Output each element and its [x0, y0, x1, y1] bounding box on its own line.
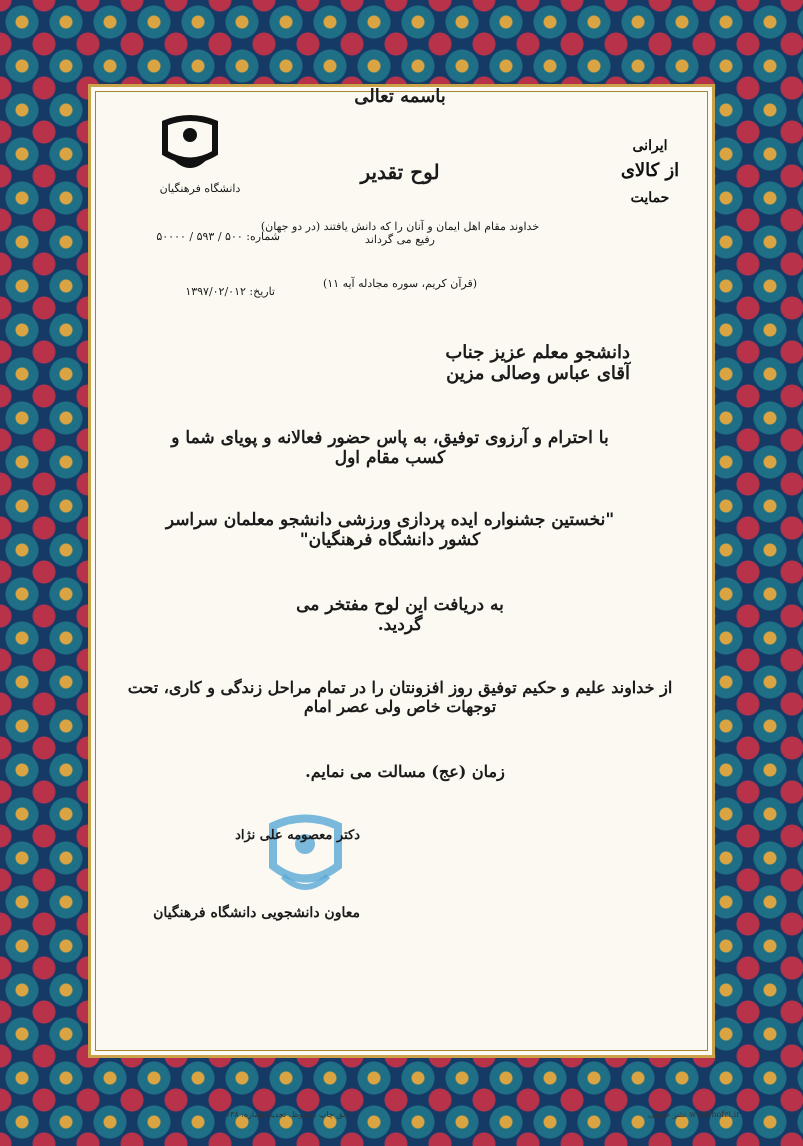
basmala: باسمه تعالی — [354, 86, 446, 107]
body-line-3: به دریافت این لوح مفتخر می گردید. — [296, 595, 504, 635]
body-line-4: از خداوند علیم و حکیم توفیق روز افزونتان را در تمام مراحل زندگی و کاری، تحت توجهات خاص ولی عصر امام — [127, 678, 673, 716]
recipient-name: دانشجو معلم عزیز جناب آقای عباس وصالی مزین — [445, 342, 630, 384]
svg-text:از کالای: از کالای — [620, 160, 680, 181]
document-date: تاریخ: ۱۳۹۷/۰۲/۰۱۲ — [185, 285, 275, 298]
svg-text:حمایت: حمایت — [630, 190, 670, 206]
footer-copyright: حق چاپ محفوظ. تجدید شماره: ۶۳۸ — [225, 1110, 348, 1119]
certificate-title: لوح تقدیر — [360, 160, 440, 184]
signer-title: معاون دانشجویی دانشگاه فرهنگیان — [153, 905, 360, 921]
verse-reference: (قرآن کریم، سوره مجادله آیه ۱۱) — [322, 277, 478, 290]
document-number: شماره: ۵۰۰ / ۵۹۳ / ۵۰۰۰۰ — [156, 230, 280, 243]
iranian-goods-logo-icon — [605, 128, 695, 213]
festival-name: "نخستین جشنواره ایده پردازی ورزشی دانشجو معلمان سراسر کشور دانشگاه فرهنگیان" — [165, 510, 615, 550]
signer-name: دکتر معصومه علی نژاد — [235, 828, 360, 843]
quran-verse: خداوند مقام اهل ایمان و آنان را که دانش یافتند (در دو جهان) رفیع می گرداند — [260, 220, 540, 246]
footer-publisher: www.hofzi.ir نشر حفظی — [648, 1110, 740, 1119]
official-stamp-icon — [248, 806, 363, 916]
body-line-5: زمان (عج) مسالت می نمایم. — [305, 762, 505, 781]
university-caption: دانشگاه فرهنگیان — [159, 182, 241, 195]
university-logo-icon — [145, 113, 235, 183]
svg-text:ایرانی: ایرانی — [632, 138, 668, 154]
body-line-1: با احترام و آرزوی توفیق، به پاس حضور فعالانه و پویای شما و کسب مقام اول — [171, 428, 609, 468]
